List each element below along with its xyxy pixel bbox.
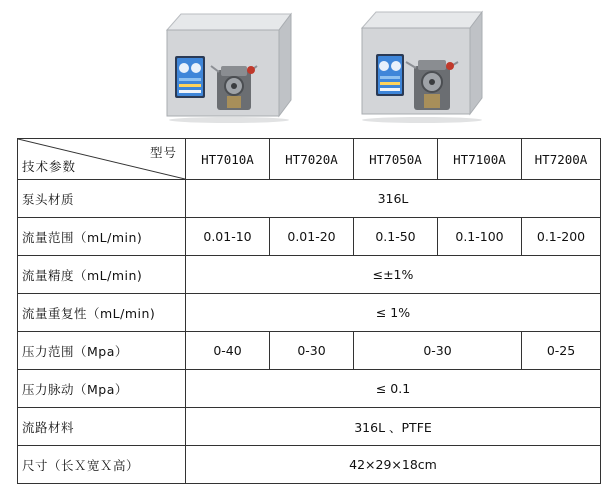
- pump-photo-2: [352, 8, 492, 126]
- table-header-row: [18, 139, 601, 180]
- model-header-cell: HT7050A: [354, 139, 438, 180]
- row-label: 流量范围（mL/min): [18, 218, 186, 256]
- corner-header-cell: [18, 139, 186, 180]
- table-row: [18, 446, 601, 484]
- table-row: [18, 370, 601, 408]
- table-row: [18, 256, 601, 294]
- value-cell: 0-25: [522, 332, 601, 370]
- value-cell: 316L: [186, 180, 601, 218]
- table-row: [18, 180, 601, 218]
- table-row: [18, 332, 601, 370]
- row-label: 压力范围（Mpa）: [18, 332, 186, 370]
- model-header-label: 型号: [149, 145, 177, 160]
- model-header-cell: HT7100A: [438, 139, 522, 180]
- value-cell: 0.1-100: [438, 218, 522, 256]
- value-cell: 0.01-10: [186, 218, 270, 256]
- value-cell: ≤ 1%: [186, 294, 601, 332]
- table-row: [18, 294, 601, 332]
- row-label: 流量重复性（mL/min): [18, 294, 186, 332]
- model-header-cell: HT7010A: [186, 139, 270, 180]
- value-cell: ≤±1%: [186, 256, 601, 294]
- value-cell: 0-30: [270, 332, 354, 370]
- value-cell: 316L 、PTFE: [186, 408, 601, 446]
- value-cell: 42×29×18cm: [186, 446, 601, 484]
- pump-photo-icon: [352, 8, 492, 126]
- value-cell: 0.1-50: [354, 218, 438, 256]
- model-header-cell: HT7020A: [270, 139, 354, 180]
- spec-table: [17, 138, 601, 484]
- value-cell: ≤ 0.1: [186, 370, 601, 408]
- parameter-header-label: 技术参数: [22, 159, 77, 174]
- table-row: [18, 408, 601, 446]
- model-header-cell: HT7200A: [522, 139, 601, 180]
- row-label: 压力脉动（Mpa）: [18, 370, 186, 408]
- table-row: [18, 218, 601, 256]
- pump-photo-icon: [159, 8, 299, 126]
- value-cell: 0.1-200: [522, 218, 601, 256]
- pump-photo-1: [159, 8, 299, 126]
- row-label: 尺寸（长Ｘ宽Ｘ高）: [18, 446, 186, 484]
- spec-table-body: [18, 139, 601, 484]
- row-label: 流量精度（mL/min): [18, 256, 186, 294]
- value-cell: 0-30: [354, 332, 522, 370]
- value-cell: 0-40: [186, 332, 270, 370]
- row-label: 流路材料: [18, 408, 186, 446]
- row-label: 泵头材质: [18, 180, 186, 218]
- value-cell: 0.01-20: [270, 218, 354, 256]
